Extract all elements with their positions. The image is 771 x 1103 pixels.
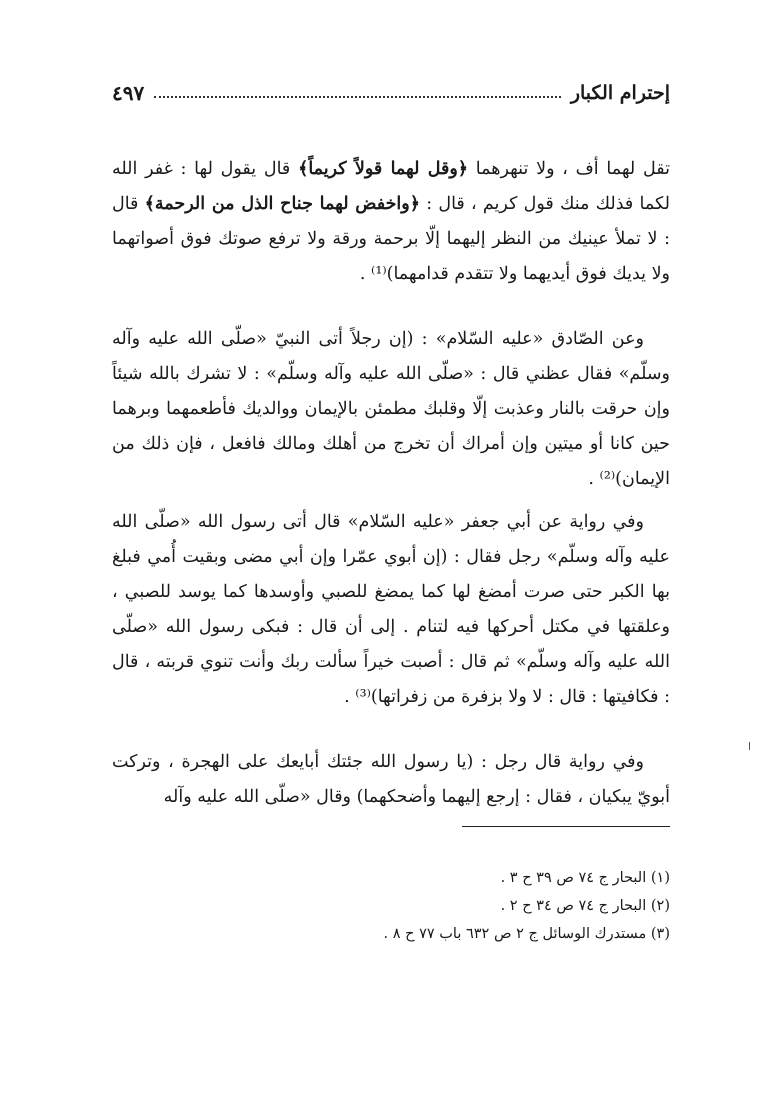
paragraph-3 bbox=[112, 505, 670, 715]
footnote-3: (٣) مستدرك الوسائل ج ٢ ص ٦٣٢ باب ٧٧ ح ٨ . bbox=[383, 926, 670, 942]
text-run: وفي رواية قال رجل : (يا رسول الله جئتك أبايعك على الهجرة ، وتركت أبويّ يبكيان ، فقال : إرجع إليهما وأضحكهما) وقال «صلّى الله عليه وآله bbox=[112, 752, 670, 807]
text-run: وفي رواية عن أبي جعفر «عليه السّلام» قال أتى رسول الله «صلّى الله عليه وآله وسلّم» رجل فقال : (إن أبوي عمّرا وإن أبي مضى وبقيت أُمي فبلغ بها الكبر حتى صرت أمضغ لها كما يمضغ للصبي وأوسدها كما يوسد للصبي ، وعلقتها في مكتل أحركها فيه لتنام . إلى أن قال : فبكى رسول الله «صلّى الله عليه وآله وسلّم» ثم قال : أصبت خيراً سألت ربك وأنت تنوي قربته ، قال : فكافيتها : قال : لا ولا بزفرة من زفراتها)⁽³⁾ . bbox=[112, 512, 670, 707]
text-run: وعن الصّادق «عليه السّلام» : (إن رجلاً أتى النبيّ «صلّى الله عليه وآله وسلّم» فقال عظني قال : «صلّى الله عليه وآله وسلّم» : لا تشرك بالله شيئاً وإن حرقت بالنار وعذبت إلّا وقلبك مطمئن بالإيمان ووالديك فأطعمهما وبرهما حين كانا أو ميتين وإن أمراك أن تخرج من أهلك ومالك فافعل ، فإن ذلك من الإيمان)⁽²⁾ . bbox=[112, 329, 670, 489]
footnote-separator bbox=[462, 826, 670, 827]
body-text bbox=[112, 152, 670, 815]
quran-verse: ﴿وقل لهما قولاً كريماً﴾ bbox=[298, 159, 469, 179]
paragraph-2 bbox=[112, 322, 670, 497]
margin-mark bbox=[749, 742, 750, 750]
footnotes bbox=[112, 864, 670, 948]
dot-leader bbox=[154, 96, 561, 98]
text-run: قال : لا تملأ عينيك من النظر إليهما إلّا برحمة ورقة ولا ترفع صوتك فوق أصواتهما ولا يديك فوق أيديهما ولا تتقدم قدامهما)⁽¹⁾ . bbox=[112, 194, 670, 284]
running-title: إحترام الكبار bbox=[570, 82, 670, 104]
page-number: ٤٩٧ bbox=[112, 81, 145, 105]
quran-verse: ﴿واخفض لهما جناح الذل من الرحمة﴾ bbox=[144, 194, 420, 214]
text-run: قال يقول لها : غفر الله لكما فذلك منك قول كريم ، قال : bbox=[112, 159, 670, 214]
paragraph-4 bbox=[112, 745, 670, 815]
text-run: تقل لهما أف ، ولا تنهرهما bbox=[468, 159, 670, 179]
footnote-2: (٢) البحار ج ٧٤ ص ٣٤ ح ٢ . bbox=[500, 898, 670, 914]
running-header bbox=[112, 78, 670, 108]
footnote-1: (١) البحار ج ٧٤ ص ٣٩ ح ٣ . bbox=[500, 870, 670, 886]
paragraph-1 bbox=[112, 152, 670, 292]
